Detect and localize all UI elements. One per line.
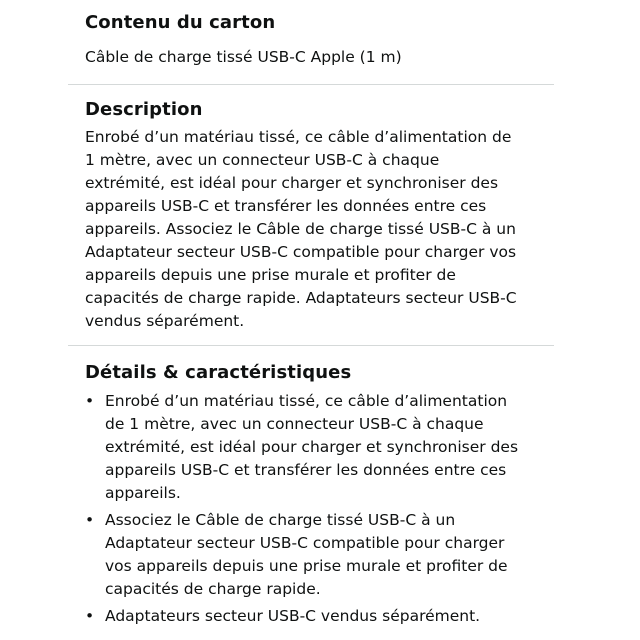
details-bullet-list (85, 390, 565, 628)
description-heading: Description (85, 99, 203, 120)
description-section (85, 99, 565, 333)
contents-item: Câble de charge tissé USB-C Apple (1 m) (85, 48, 402, 66)
bullet-line: Adaptateurs secteur USB-C vendus séparément. (105, 607, 481, 625)
bullet-line: appareils. (105, 484, 181, 502)
bullet-line: appareils USB-C et transférer les données entre ces (105, 461, 507, 479)
details-bullet-item (85, 509, 565, 601)
description-line: vendus séparément. (85, 312, 245, 330)
description-line: Adaptateur secteur USB-C compatible pour charger vos (85, 243, 517, 261)
contents-section (85, 12, 565, 69)
bullet-line: extrémité, est idéal pour charger et synchroniser des (105, 438, 519, 456)
bullet-line: Adaptateur secteur USB-C compatible pour charger (105, 534, 505, 552)
description-line: appareils depuis une prise murale et profiter de (85, 266, 456, 284)
description-line: Enrobé d’un matériau tissé, ce câble d’alimentation de (85, 128, 512, 146)
description-line: 1 mètre, avec un connecteur USB-C à chaque (85, 151, 440, 169)
description-line: extrémité, est idéal pour charger et synchroniser des (85, 174, 499, 192)
bullet-line: vos appareils depuis une prise murale et profiter de (105, 557, 508, 575)
description-text (85, 126, 565, 333)
details-bullet-item (85, 605, 565, 628)
bullet-icon: • (85, 392, 95, 410)
bullet-line: de 1 mètre, avec un connecteur USB-C à chaque (105, 415, 484, 433)
details-section (85, 362, 565, 632)
description-line: capacités de charge rapide. Adaptateurs secteur USB-C (85, 289, 517, 307)
details-heading: Détails & caractéristiques (85, 362, 352, 383)
bullet-icon: • (85, 607, 95, 625)
section-divider (68, 345, 554, 346)
contents-heading: Contenu du carton (85, 12, 276, 33)
bullet-line: Enrobé d’un matériau tissé, ce câble d’alimentation (105, 392, 508, 410)
details-bullet-item (85, 390, 565, 505)
bullet-line: capacités de charge rapide. (105, 580, 321, 598)
bullet-icon: • (85, 511, 95, 529)
bullet-line: Associez le Câble de charge tissé USB-C à un (105, 511, 456, 529)
description-line: appareils USB-C et transférer les données entre ces (85, 197, 487, 215)
section-divider (68, 84, 554, 85)
description-line: appareils. Associez le Câble de charge tissé USB-C à un (85, 220, 516, 238)
